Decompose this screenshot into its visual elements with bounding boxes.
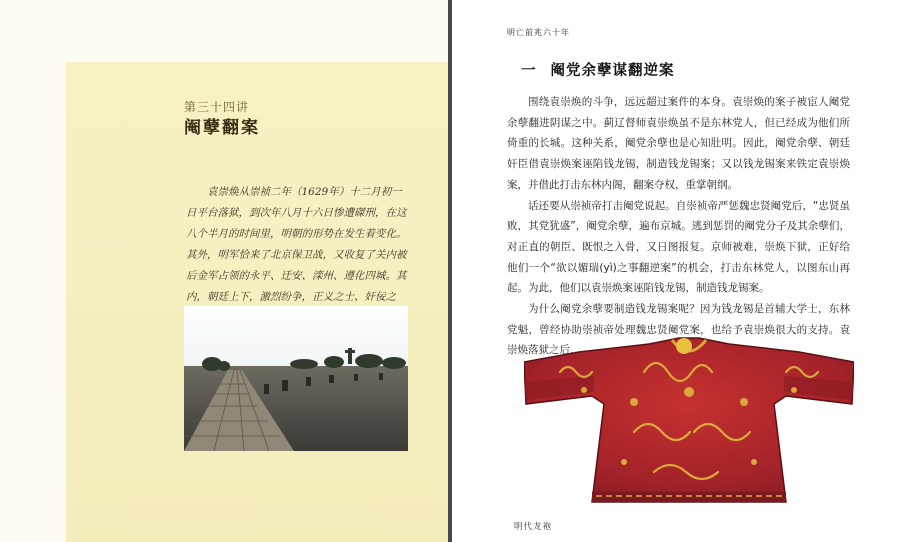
section-number: 一 [521, 63, 537, 79]
body-text [507, 92, 850, 361]
body-paragraph: 围绕袁崇焕的斗争，远远超过案件的本身。袁崇焕的案子被宦人阉党余孽翻进阴谋之中。蓟辽督师袁崇焕虽不是东林党人，但已经成为他们所倚重的长城。这种关系，阉党余孽也是心知肚明。因此，阉党余孽、朝廷奸臣借袁崇焕案诬陷钱龙锡，制造钱龙锡案；又以钱龙锡案来铁定袁崇焕案，并借此打击东林内阁，翻案夺权，重掌朝纲。 [507, 96, 850, 191]
road-photo-illustration [184, 306, 408, 451]
body-paragraph: 为什么阉党余孽要制造钱龙锡案呢？因为钱龙锡是首辅大学士，东林党魁，曾经协助崇祯帝处理魏忠贤阉党案，也给予袁崇焕很大的支持。袁崇焕落狱之后， [507, 303, 850, 357]
intro-text: 袁崇焕从崇祯二年（1629年）十二月初一日平台落狱，到次年八月十六日惨遭磔刑，在这八个半月的时间里，明朝的形势在发生着变化。其外，明军恰来了北京保卫战，又收复了关内被后金军占领的永平、迁安、滦州、遵化四城。其内，朝廷上下，激烈纷争，正义之士、奸佞之 [186, 186, 407, 303]
lecture-title: 阉孽翻案 [184, 118, 260, 138]
dragon-robe-illustration [524, 332, 854, 512]
section-title: 阉党余孽谋翻逆案 [550, 63, 675, 79]
ancient-road-photo [184, 306, 408, 451]
dragon-robe-image [524, 332, 854, 512]
section-heading [521, 59, 675, 80]
image-caption: 明代龙袍 [514, 522, 553, 532]
lecture-number: 第三十四讲 [184, 100, 250, 114]
running-head: 明亡前兆六十年 [507, 28, 570, 37]
body-paragraph: 话还要从崇祯帝打击阉党说起。自崇祯帝严惩魏忠贤阉党后，“忠贤虽败，其党犹盛”，阉党余孽，遍布京城。逃到惩罚的阉党分子及其余孽们，对正直的朝臣、既恨之入骨，又日图报复。京师被难，崇焕下狱，正好给他们一个“欲以媚瑞(yì)之事翻逆案”的机会，打击东林党人，以图东山再起。为此，他们以袁崇焕案诬陷钱龙锡，制造钱龙锡案。 [507, 199, 850, 295]
